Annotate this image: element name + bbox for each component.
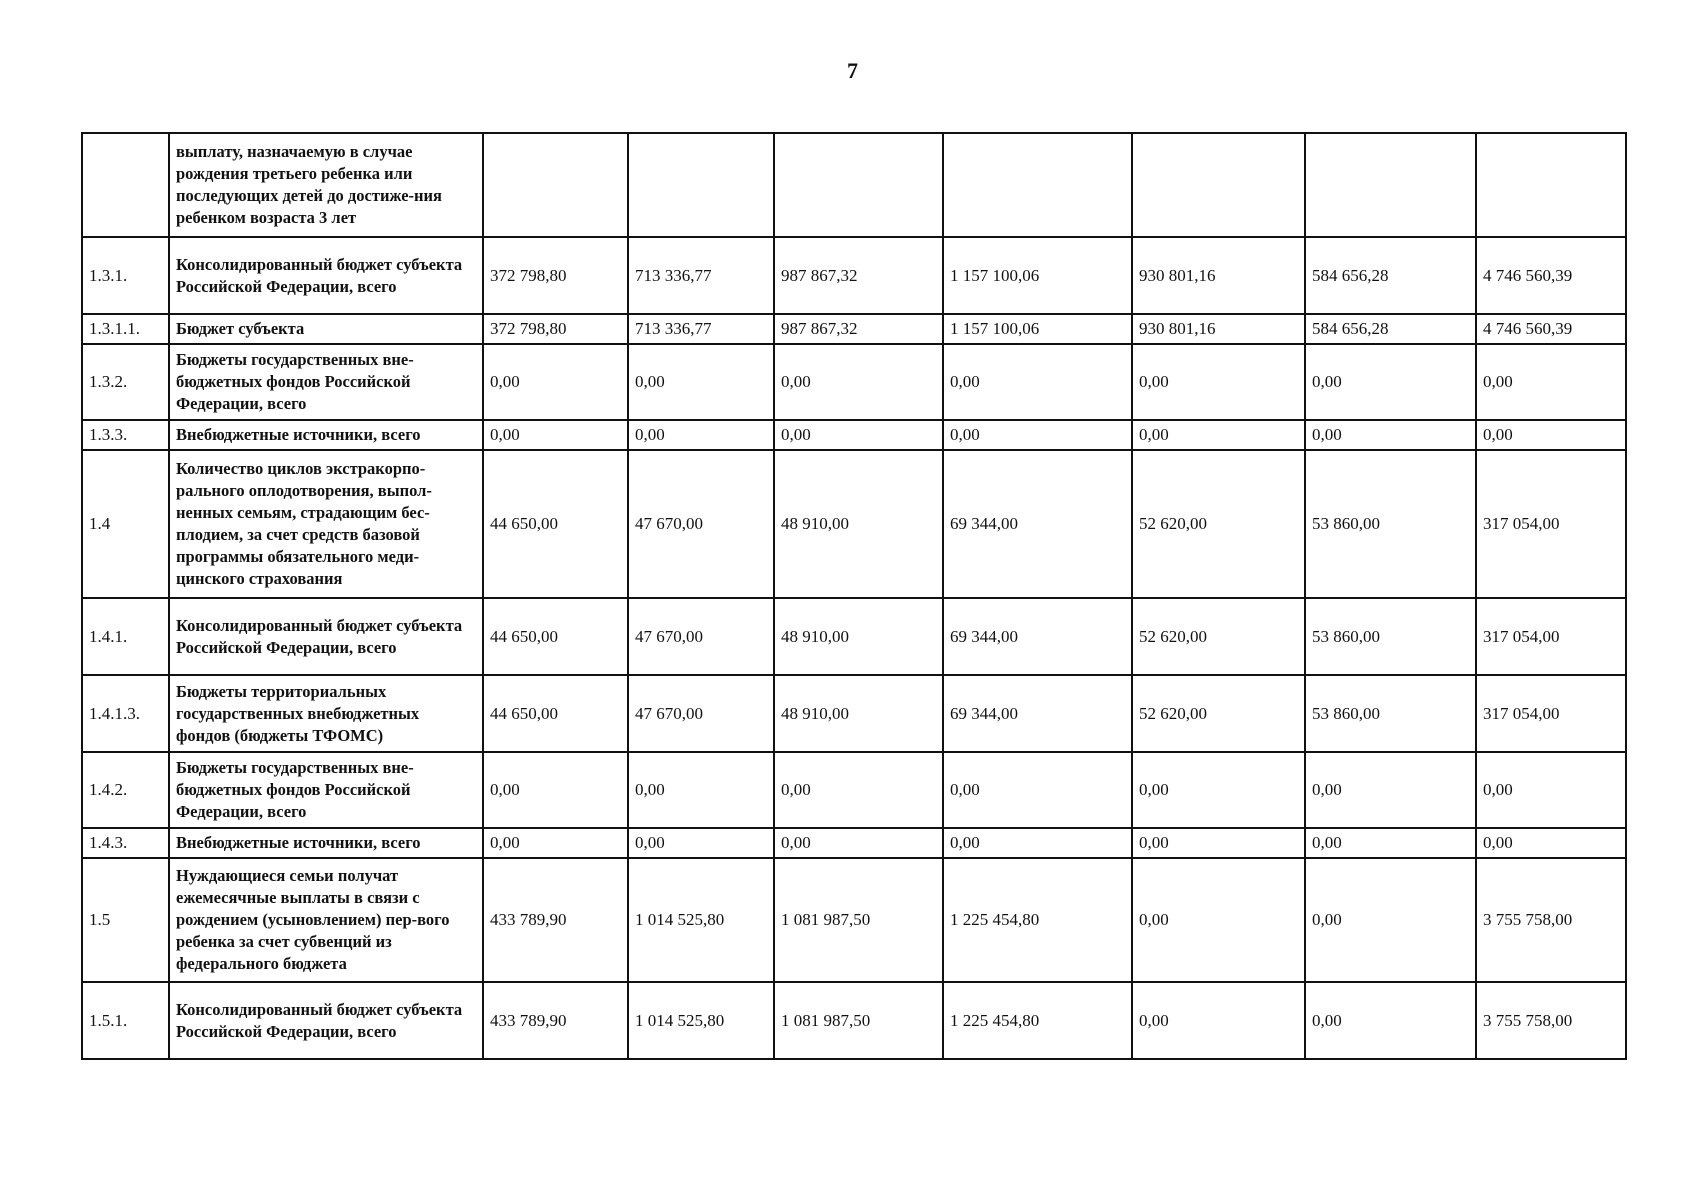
row-number: 1.3.3. — [82, 420, 169, 450]
value-cell-5: 52 620,00 — [1132, 598, 1305, 675]
value-cell-4: 0,00 — [943, 344, 1132, 420]
value-cell-2: 1 014 525,80 — [628, 982, 774, 1059]
value-cell-3: 1 081 987,50 — [774, 982, 943, 1059]
table-row — [82, 450, 1626, 598]
value-cell-4: 1 157 100,06 — [943, 314, 1132, 344]
table-row — [82, 237, 1626, 314]
value-cell-5: 52 620,00 — [1132, 450, 1305, 598]
value-cell-6: 584 656,28 — [1305, 237, 1476, 314]
row-description: Консолидированный бюджет субъекта Российской Федерации, всего — [169, 237, 483, 314]
value-cell-3: 1 081 987,50 — [774, 858, 943, 982]
value-cell-7: 3 755 758,00 — [1476, 858, 1626, 982]
value-cell-2: 0,00 — [628, 344, 774, 420]
value-cell-2: 713 336,77 — [628, 237, 774, 314]
value-cell-5: 930 801,16 — [1132, 314, 1305, 344]
value-cell-1: 372 798,80 — [483, 237, 628, 314]
value-cell-1: 44 650,00 — [483, 675, 628, 752]
row-number: 1.5 — [82, 858, 169, 982]
value-cell-2: 0,00 — [628, 828, 774, 858]
row-description: Количество циклов экстракорпо-рального оплодотворения, выпол-ненных семьям, страдающим бес-плодием, за счет средств базовой программы обязательного меди-цинского страхования — [169, 450, 483, 598]
value-cell-6: 53 860,00 — [1305, 450, 1476, 598]
value-cell-7: 0,00 — [1476, 344, 1626, 420]
value-cell-5: 52 620,00 — [1132, 675, 1305, 752]
row-number: 1.4.3. — [82, 828, 169, 858]
row-number: 1.3.1. — [82, 237, 169, 314]
value-cell-7: 317 054,00 — [1476, 450, 1626, 598]
value-cell-1: 44 650,00 — [483, 598, 628, 675]
value-cell-5: 930 801,16 — [1132, 237, 1305, 314]
value-cell-6: 584 656,28 — [1305, 314, 1476, 344]
value-cell-7: 317 054,00 — [1476, 675, 1626, 752]
value-cell-4: 1 225 454,80 — [943, 982, 1132, 1059]
table-row — [82, 675, 1626, 752]
value-cell-1: 0,00 — [483, 344, 628, 420]
value-cell-4: 0,00 — [943, 828, 1132, 858]
page-number: 7 — [847, 58, 858, 83]
value-cell-4: 1 157 100,06 — [943, 237, 1132, 314]
row-number: 1.4.1.3. — [82, 675, 169, 752]
value-cell-3: 48 910,00 — [774, 598, 943, 675]
value-cell-7: 4 746 560,39 — [1476, 237, 1626, 314]
value-cell-3: 987 867,32 — [774, 237, 943, 314]
row-description: Бюджеты территориальных государственных внебюджетных фондов (бюджеты ТФОМС) — [169, 675, 483, 752]
value-cell-6: 0,00 — [1305, 858, 1476, 982]
table-row — [82, 344, 1626, 420]
row-number: 1.4.1. — [82, 598, 169, 675]
row-number: 1.4 — [82, 450, 169, 598]
row-description: Бюджеты государственных вне-бюджетных фондов Российской Федерации, всего — [169, 752, 483, 828]
value-cell-3: 0,00 — [774, 420, 943, 450]
value-cell-7 — [1476, 133, 1626, 237]
value-cell-3: 987 867,32 — [774, 314, 943, 344]
value-cell-4: 0,00 — [943, 752, 1132, 828]
value-cell-3 — [774, 133, 943, 237]
value-cell-2: 1 014 525,80 — [628, 858, 774, 982]
table-row — [82, 314, 1626, 344]
table-body — [82, 133, 1626, 1059]
value-cell-3: 48 910,00 — [774, 450, 943, 598]
value-cell-4: 0,00 — [943, 420, 1132, 450]
row-description: выплату, назначаемую в случае рождения третьего ребенка или последующих детей до достиже-ния ребенком возраста 3 лет — [169, 133, 483, 237]
value-cell-2: 0,00 — [628, 420, 774, 450]
value-cell-7: 0,00 — [1476, 752, 1626, 828]
row-number: 1.3.2. — [82, 344, 169, 420]
value-cell-6: 0,00 — [1305, 420, 1476, 450]
value-cell-2: 47 670,00 — [628, 598, 774, 675]
value-cell-2: 713 336,77 — [628, 314, 774, 344]
value-cell-6: 0,00 — [1305, 344, 1476, 420]
table-row — [82, 133, 1626, 237]
value-cell-7: 0,00 — [1476, 420, 1626, 450]
value-cell-1: 433 789,90 — [483, 982, 628, 1059]
value-cell-5: 0,00 — [1132, 344, 1305, 420]
value-cell-5 — [1132, 133, 1305, 237]
value-cell-6: 0,00 — [1305, 752, 1476, 828]
value-cell-1: 0,00 — [483, 828, 628, 858]
row-description: Консолидированный бюджет субъекта Российской Федерации, всего — [169, 598, 483, 675]
value-cell-4: 69 344,00 — [943, 598, 1132, 675]
row-description: Внебюджетные источники, всего — [169, 420, 483, 450]
value-cell-1 — [483, 133, 628, 237]
table-row — [82, 420, 1626, 450]
value-cell-2: 0,00 — [628, 752, 774, 828]
table-row — [82, 858, 1626, 982]
value-cell-4 — [943, 133, 1132, 237]
value-cell-6: 53 860,00 — [1305, 598, 1476, 675]
value-cell-5: 0,00 — [1132, 982, 1305, 1059]
value-cell-4: 69 344,00 — [943, 675, 1132, 752]
value-cell-1: 0,00 — [483, 752, 628, 828]
row-number — [82, 133, 169, 237]
value-cell-2: 47 670,00 — [628, 675, 774, 752]
row-description: Внебюджетные источники, всего — [169, 828, 483, 858]
value-cell-3: 0,00 — [774, 344, 943, 420]
value-cell-7: 0,00 — [1476, 828, 1626, 858]
table-row — [82, 828, 1626, 858]
value-cell-5: 0,00 — [1132, 752, 1305, 828]
value-cell-5: 0,00 — [1132, 858, 1305, 982]
row-number: 1.5.1. — [82, 982, 169, 1059]
value-cell-7: 3 755 758,00 — [1476, 982, 1626, 1059]
budget-table — [81, 132, 1627, 1060]
value-cell-1: 44 650,00 — [483, 450, 628, 598]
row-description: Нуждающиеся семьи получат ежемесячные выплаты в связи с рождением (усыновлением) пер-вого ребенка за счет субвенций из федерального бюджета — [169, 858, 483, 982]
value-cell-3: 48 910,00 — [774, 675, 943, 752]
row-number: 1.4.2. — [82, 752, 169, 828]
value-cell-7: 4 746 560,39 — [1476, 314, 1626, 344]
table-row — [82, 982, 1626, 1059]
value-cell-6: 53 860,00 — [1305, 675, 1476, 752]
value-cell-3: 0,00 — [774, 752, 943, 828]
row-description: Консолидированный бюджет субъекта Российской Федерации, всего — [169, 982, 483, 1059]
value-cell-6: 0,00 — [1305, 982, 1476, 1059]
value-cell-2 — [628, 133, 774, 237]
value-cell-4: 69 344,00 — [943, 450, 1132, 598]
value-cell-5: 0,00 — [1132, 828, 1305, 858]
table-row — [82, 598, 1626, 675]
value-cell-1: 0,00 — [483, 420, 628, 450]
value-cell-7: 317 054,00 — [1476, 598, 1626, 675]
value-cell-3: 0,00 — [774, 828, 943, 858]
row-description: Бюджеты государственных вне-бюджетных фондов Российской Федерации, всего — [169, 344, 483, 420]
value-cell-6: 0,00 — [1305, 828, 1476, 858]
value-cell-6 — [1305, 133, 1476, 237]
value-cell-2: 47 670,00 — [628, 450, 774, 598]
value-cell-4: 1 225 454,80 — [943, 858, 1132, 982]
value-cell-1: 372 798,80 — [483, 314, 628, 344]
row-number: 1.3.1.1. — [82, 314, 169, 344]
table-row — [82, 752, 1626, 828]
value-cell-1: 433 789,90 — [483, 858, 628, 982]
row-description: Бюджет субъекта — [169, 314, 483, 344]
value-cell-5: 0,00 — [1132, 420, 1305, 450]
